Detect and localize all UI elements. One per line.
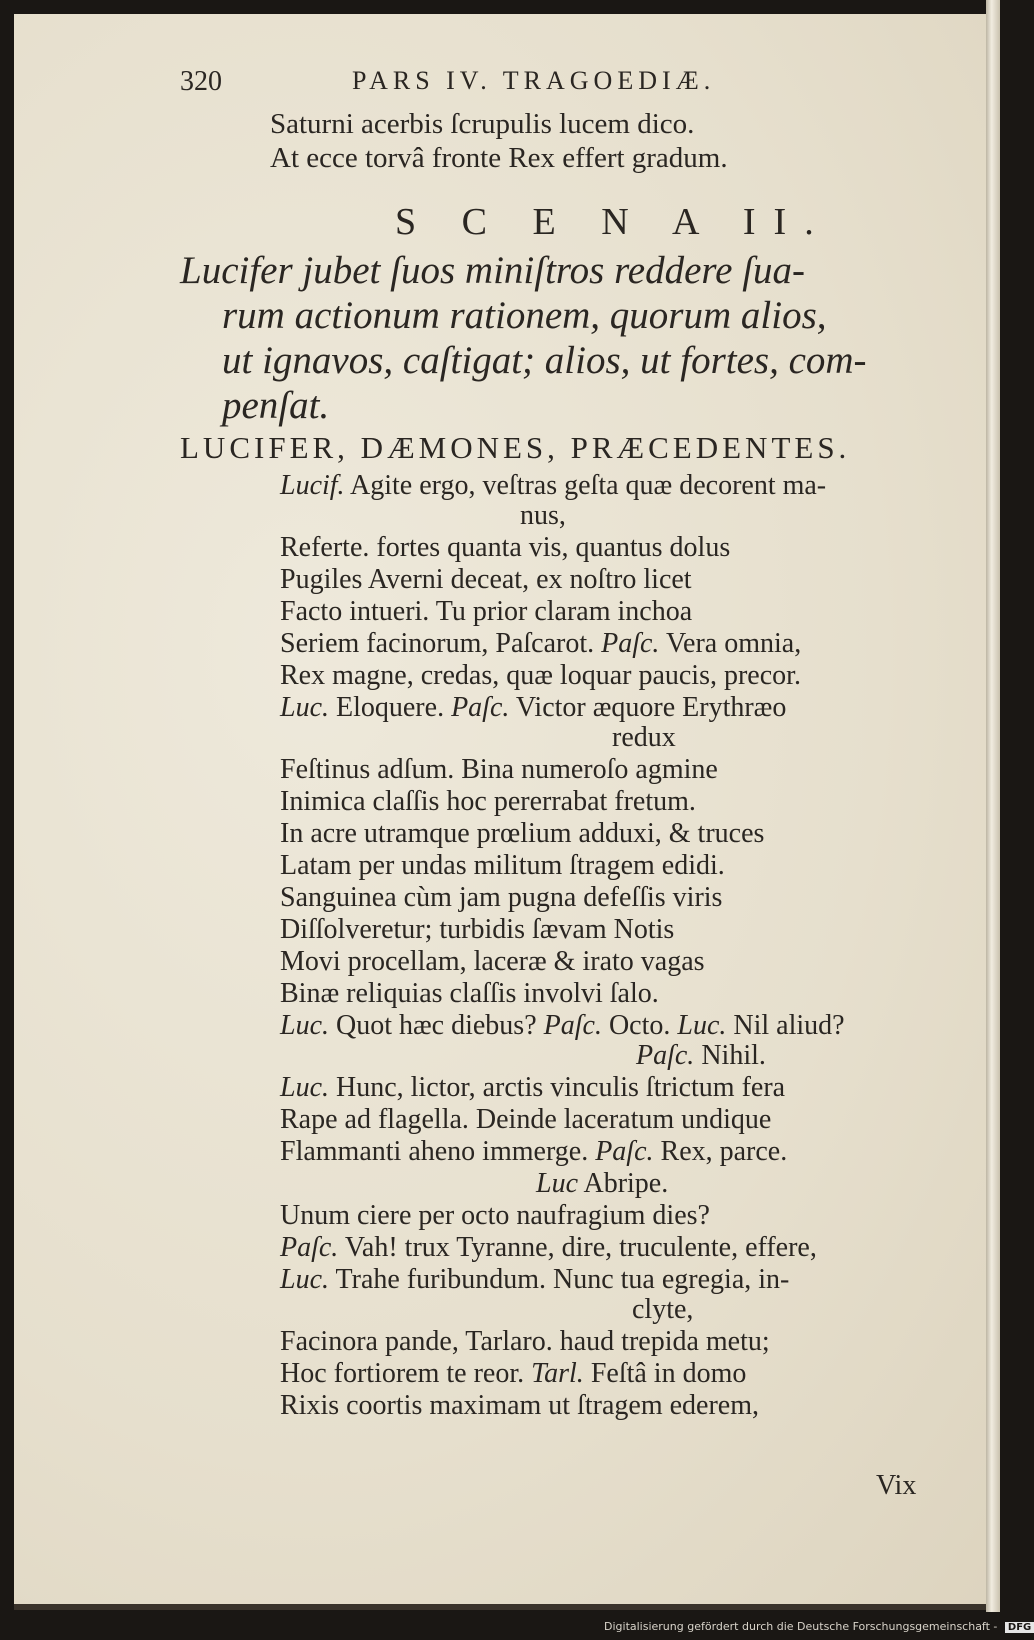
verse-text: Agite ergo, veſtras geſta quæ decorent ma- [350,470,827,501]
verse-text: Rixis coortis maximam ut ſtragem ederem, [280,1390,759,1421]
verse-text: Rape ad flagella. Deinde laceratum undique [280,1104,772,1135]
verse-text: Feſtinus adſum. Bina numeroſo agmine [280,754,718,785]
verse-line [632,1294,693,1326]
speaker-label: Lucif. [280,470,345,501]
verse-line [280,1200,710,1232]
verse-line [280,660,801,692]
verse-line [280,786,696,818]
verse-line [280,628,801,660]
speaker-label: Paſc. [601,628,660,659]
verse-line [280,596,692,628]
speaker-label: Paſc. [595,1136,654,1167]
verse-line: At ecce torvâ fronte Rex effert gradum. [270,142,728,174]
scene-title: S C E N A II. [395,201,832,243]
catchword: Vix [876,1470,917,1501]
verse-line [280,882,722,914]
verse-text: Facinora pande, Tarlaro. haud trepida metu; [280,1326,770,1357]
speaker-label: Paſc. [280,1232,339,1263]
scene-argument-line: Lucifer jubet ſuos miniſtros reddere ſua- [180,249,806,292]
verse-line [280,946,705,978]
verse-line [280,754,718,786]
verse-text: Hunc, lictor, arctis vinculis ſtrictum fera [336,1072,786,1103]
verse-text: Feſtâ in domo [590,1358,747,1389]
verse-line [280,914,674,946]
verse-text: Inimica claſſis hoc pererrabat fretum. [280,786,696,817]
dfg-logo: DFG [1005,1622,1034,1633]
verse-text: Sanguinea cùm jam pugna defeſſis viris [280,882,723,913]
verse-text: Rex magne, credas, quæ loquar paucis, precor. [280,660,801,691]
speaker-label: Paſc. [451,692,510,723]
verse-text: nus, [520,500,566,531]
speaker-label: Tarl. [531,1358,584,1389]
verse-line [280,978,659,1010]
verse-text: Binæ reliquias claſſis involvi ſalo. [280,978,659,1009]
verse-line [280,818,764,850]
verse-text: Rex, parce. [660,1136,788,1167]
verse-text: Referte. fortes quanta vis, quantus dolus [280,532,731,563]
verse-line [536,1168,668,1200]
verse-line [280,1358,746,1390]
verse-text: Movi procellam, laceræ & irato vagas [280,946,705,977]
verse-text: Diſſolveretur; turbidis ſævam Notis [280,914,675,945]
verse-text: redux [612,722,676,753]
verse-line [280,1326,770,1358]
verse-text: clyte, [632,1294,694,1325]
verse-line [280,532,730,564]
verse-line [280,1072,785,1104]
verse-line [280,1010,845,1042]
verse-line: Saturni acerbis ſcrupulis lucem dico. [270,108,695,140]
speaker-label: Paſc. [543,1010,602,1041]
verse-text: Hoc fortiorem te reor. [280,1358,525,1389]
page-number: 320 [180,66,222,97]
scene-argument-line: penſat. [222,384,330,427]
verse-text: Trahe furibundum. Nunc tua egregia, in- [335,1264,790,1295]
speaker-label: Luc. [280,1010,329,1041]
speaker-label: Luc. [280,692,329,723]
verse-text: Quot hæc diebus? [336,1010,537,1041]
verse-line [612,722,676,754]
page-bottom-edge [14,1604,986,1610]
verse-text: Victor æquore Erythræo [515,692,787,723]
verse-line [280,692,786,724]
verse-text: Facto intueri. Tu prior claram inchoa [280,596,693,627]
verse-text: Octo. [608,1010,671,1041]
verse-line [280,470,826,502]
scene-argument-line: rum actionum rationem, quorum alios, [222,294,827,337]
digitization-footer [604,1620,1034,1633]
verse-line [280,850,725,882]
verse-line [280,1390,759,1422]
running-head: PARS IV. TRAGOEDIÆ. [352,66,716,95]
verse-text: Vera omnia, [665,628,802,659]
verse-text: Vah! trux Tyranne, dire, truculente, effere, [344,1232,817,1263]
verse-text: Pugiles Averni deceat, ex noſtro licet [280,564,692,595]
speaker-label: Luc. [280,1072,329,1103]
verse-text: In acre utramque prœlium adduxi, & truces [280,818,765,849]
verse-line [636,1040,766,1072]
footer-text: Digitalisierung gefördert durch die Deutsche Forschungsgemeinschaft - [604,1620,998,1633]
verse-line [280,1232,817,1264]
verse-line [280,564,692,596]
verse-text: Seriem facinorum, Paſcarot. [280,628,595,659]
verse-line [280,1264,789,1296]
verse-line [520,500,566,532]
verse-text: Unum ciere per octo naufragium dies? [280,1200,710,1231]
verse-text: Latam per undas militum ſtragem edidi. [280,850,725,881]
verse-line [280,1136,787,1168]
verse-text: Nihil. [701,1040,766,1071]
cast-list: LUCIFER, DÆMONES, PRÆCEDENTES. [180,430,851,465]
speaker-label: Luc [536,1168,578,1199]
speaker-label: Luc. [280,1264,329,1295]
speaker-label: Paſc. [636,1040,695,1071]
verse-text: Eloquere. [336,692,445,723]
verse-text: Abripe. [583,1168,669,1199]
scene-argument-line: ut ignavos, caſtigat; alios, ut fortes, com- [222,339,867,382]
page-edge [986,0,1000,1612]
verse-text: Nil aliud? [733,1010,845,1041]
speaker-label: Luc. [677,1010,727,1041]
verse-line [280,1104,771,1136]
verse-text: Flammanti aheno immerge. [280,1136,589,1167]
